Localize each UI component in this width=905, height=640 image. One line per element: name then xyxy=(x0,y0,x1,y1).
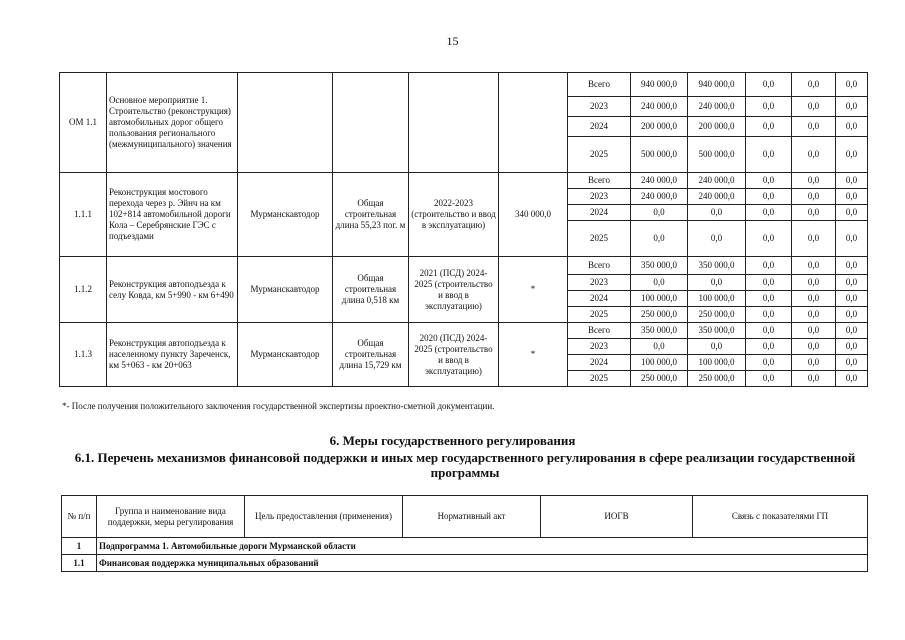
row-other-sources: 0,0 xyxy=(836,97,868,117)
row-year: 2023 xyxy=(568,189,631,205)
row-total: 350 000,0 xyxy=(631,257,688,275)
row-other-sources: 0,0 xyxy=(836,291,868,307)
table-row xyxy=(62,538,868,555)
row-year: 2024 xyxy=(568,117,631,137)
row-cost: 340 000,0 xyxy=(499,173,568,257)
row-federal-budget: 0,0 xyxy=(746,221,792,257)
row-other-sources: 0,0 xyxy=(836,275,868,291)
row-regional-budget: 0,0 xyxy=(688,221,746,257)
row-other-sources: 0,0 xyxy=(836,117,868,137)
row-other-sources: 0,0 xyxy=(836,137,868,173)
row-name: Основное мероприятие 1. Строительство (реконструкция) автомобильных дорог общего пользования регионального (межмуниципального) значения xyxy=(107,73,238,173)
section-title: 6. Меры государственного регулирования xyxy=(329,433,576,448)
row-name: Реконструкция мостового перехода через р. Эйнч на км 102+814 автомобильной дороги Кола – Серебрянские ГЭС с подъездами xyxy=(107,173,238,257)
row-federal-budget: 0,0 xyxy=(746,137,792,173)
row-other-sources: 0,0 xyxy=(836,339,868,355)
row-other-sources: 0,0 xyxy=(836,189,868,205)
row-year: 2025 xyxy=(568,221,631,257)
row-total: 940 000,0 xyxy=(631,73,688,97)
row-local-budget: 0,0 xyxy=(792,173,836,189)
table-row xyxy=(62,555,868,572)
row-code: 1.1.3 xyxy=(60,323,107,387)
row-regional-budget: 240 000,0 xyxy=(688,97,746,117)
row-total: 100 000,0 xyxy=(631,291,688,307)
row-regional-budget: 0,0 xyxy=(688,205,746,221)
row-regional-budget: 0,0 xyxy=(688,339,746,355)
row-local-budget: 0,0 xyxy=(792,275,836,291)
row-local-budget: 0,0 xyxy=(792,323,836,339)
table-row xyxy=(60,323,868,339)
row-total: 0,0 xyxy=(631,275,688,291)
row-year: 2024 xyxy=(568,291,631,307)
row-year: Всего xyxy=(568,73,631,97)
table-row xyxy=(60,173,868,189)
row-number: 1.1 xyxy=(62,555,97,572)
row-other-sources: 0,0 xyxy=(836,307,868,323)
row-name: Реконструкция автоподъезда к населенному пункту Зареченск, км 5+063 - км 20+063 xyxy=(107,323,238,387)
row-year: 2023 xyxy=(568,97,631,117)
row-federal-budget: 0,0 xyxy=(746,257,792,275)
row-regional-budget: 200 000,0 xyxy=(688,117,746,137)
row-year: 2024 xyxy=(568,355,631,371)
row-total: 0,0 xyxy=(631,205,688,221)
row-total: 240 000,0 xyxy=(631,97,688,117)
row-total: 240 000,0 xyxy=(631,189,688,205)
row-term xyxy=(409,73,499,173)
row-local-budget: 0,0 xyxy=(792,339,836,355)
row-year: Всего xyxy=(568,173,631,189)
row-other-sources: 0,0 xyxy=(836,371,868,387)
row-local-budget: 0,0 xyxy=(792,307,836,323)
header-number: № п/п xyxy=(62,496,97,538)
row-total: 500 000,0 xyxy=(631,137,688,173)
row-local-budget: 0,0 xyxy=(792,117,836,137)
row-federal-budget: 0,0 xyxy=(746,173,792,189)
row-total: 200 000,0 xyxy=(631,117,688,137)
row-federal-budget: 0,0 xyxy=(746,73,792,97)
row-local-budget: 0,0 xyxy=(792,291,836,307)
row-term: 2022-2023 (строительство и ввод в эксплуатацию) xyxy=(409,173,499,257)
row-total: 250 000,0 xyxy=(631,371,688,387)
row-federal-budget: 0,0 xyxy=(746,355,792,371)
row-federal-budget: 0,0 xyxy=(746,189,792,205)
row-regional-budget: 240 000,0 xyxy=(688,189,746,205)
row-cost xyxy=(499,73,568,173)
row-regional-budget: 250 000,0 xyxy=(688,371,746,387)
row-cost: * xyxy=(499,257,568,323)
row-federal-budget: 0,0 xyxy=(746,323,792,339)
row-total: 0,0 xyxy=(631,339,688,355)
row-local-budget: 0,0 xyxy=(792,371,836,387)
row-title: Подпрограмма 1. Автомобильные дороги Мурманской области xyxy=(97,538,868,555)
row-other-sources: 0,0 xyxy=(836,173,868,189)
row-cost: * xyxy=(499,323,568,387)
row-regional-budget: 100 000,0 xyxy=(688,291,746,307)
row-other-sources: 0,0 xyxy=(836,355,868,371)
row-executor xyxy=(238,73,333,173)
row-code: ОМ 1.1 xyxy=(60,73,107,173)
row-local-budget: 0,0 xyxy=(792,189,836,205)
row-federal-budget: 0,0 xyxy=(746,307,792,323)
row-regional-budget: 500 000,0 xyxy=(688,137,746,173)
row-local-budget: 0,0 xyxy=(792,355,836,371)
row-local-budget: 0,0 xyxy=(792,221,836,257)
row-year: 2024 xyxy=(568,205,631,221)
row-local-budget: 0,0 xyxy=(792,137,836,173)
row-other-sources: 0,0 xyxy=(836,73,868,97)
row-regional-budget: 250 000,0 xyxy=(688,307,746,323)
table-row xyxy=(60,73,868,97)
header-purpose: Цель предоставления (применения) xyxy=(245,496,403,538)
row-other-sources: 0,0 xyxy=(836,221,868,257)
row-regional-budget: 350 000,0 xyxy=(688,257,746,275)
row-number: 1 xyxy=(62,538,97,555)
table-header-row xyxy=(62,496,868,538)
row-term: 2021 (ПСД) 2024-2025 (строительство и ввод в эксплуатацию) xyxy=(409,257,499,323)
row-federal-budget: 0,0 xyxy=(746,97,792,117)
subsection-title: 6.1. Перечень механизмов финансовой поддержки и иных мер государственного регулирования в сфере реализации государственной программы xyxy=(74,450,856,480)
row-regional-budget: 0,0 xyxy=(688,275,746,291)
row-federal-budget: 0,0 xyxy=(746,275,792,291)
row-regional-budget: 350 000,0 xyxy=(688,323,746,339)
row-term: 2020 (ПСД) 2024-2025 (строительство и ввод в эксплуатацию) xyxy=(409,323,499,387)
row-indicator: Общая строительная длина 55,23 пог. м xyxy=(333,173,409,257)
row-regional-budget: 240 000,0 xyxy=(688,173,746,189)
row-title: Финансовая поддержка муниципальных образований xyxy=(97,555,868,572)
row-year: 2025 xyxy=(568,371,631,387)
row-indicator: Общая строительная длина 15,729 км xyxy=(333,323,409,387)
row-indicator xyxy=(333,73,409,173)
row-year: Всего xyxy=(568,323,631,339)
row-federal-budget: 0,0 xyxy=(746,371,792,387)
row-total: 100 000,0 xyxy=(631,355,688,371)
page-number: 15 xyxy=(446,34,459,48)
row-local-budget: 0,0 xyxy=(792,257,836,275)
header-support-type: Группа и наименование вида поддержки, меры регулирования xyxy=(97,496,245,538)
row-indicator: Общая строительная длина 0,518 км xyxy=(333,257,409,323)
row-executor: Мурманскавтодор xyxy=(238,323,333,387)
row-total: 250 000,0 xyxy=(631,307,688,323)
row-name: Реконструкция автоподъезда к селу Ковда, км 5+990 - км 6+490 xyxy=(107,257,238,323)
row-executor: Мурманскавтодор xyxy=(238,173,333,257)
row-local-budget: 0,0 xyxy=(792,73,836,97)
row-other-sources: 0,0 xyxy=(836,323,868,339)
row-code: 1.1.2 xyxy=(60,257,107,323)
row-local-budget: 0,0 xyxy=(792,205,836,221)
regulation-measures-table xyxy=(61,495,868,572)
row-year: 2025 xyxy=(568,137,631,173)
footnote: *- После получения положительного заключения государственной экспертизы проектно-сметной документации. xyxy=(62,401,495,411)
row-total: 240 000,0 xyxy=(631,173,688,189)
row-federal-budget: 0,0 xyxy=(746,205,792,221)
row-local-budget: 0,0 xyxy=(792,97,836,117)
row-year: 2023 xyxy=(568,339,631,355)
row-federal-budget: 0,0 xyxy=(746,291,792,307)
row-other-sources: 0,0 xyxy=(836,205,868,221)
table-row xyxy=(60,257,868,275)
row-total: 350 000,0 xyxy=(631,323,688,339)
row-regional-budget: 100 000,0 xyxy=(688,355,746,371)
row-regional-budget: 940 000,0 xyxy=(688,73,746,97)
row-year: 2025 xyxy=(568,307,631,323)
row-federal-budget: 0,0 xyxy=(746,339,792,355)
row-executor: Мурманскавтодор xyxy=(238,257,333,323)
header-indicator-link: Связь с показателями ГП xyxy=(693,496,868,538)
row-total: 0,0 xyxy=(631,221,688,257)
row-year: Всего xyxy=(568,257,631,275)
row-other-sources: 0,0 xyxy=(836,257,868,275)
row-year: 2023 xyxy=(568,275,631,291)
row-code: 1.1.1 xyxy=(60,173,107,257)
row-federal-budget: 0,0 xyxy=(746,117,792,137)
header-normative-act: Нормативный акт xyxy=(403,496,541,538)
financing-table xyxy=(59,72,868,387)
header-iogv: ИОГВ xyxy=(541,496,693,538)
